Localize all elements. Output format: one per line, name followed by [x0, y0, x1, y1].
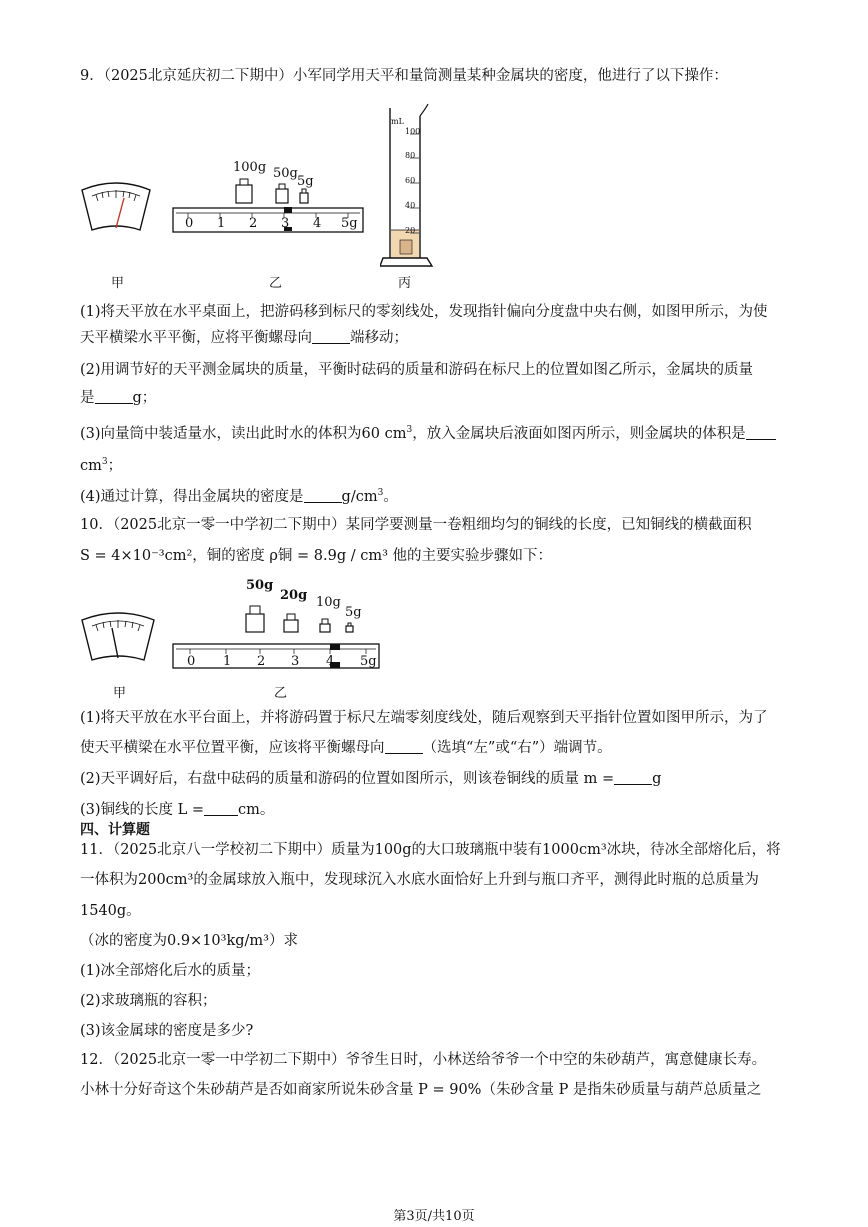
q9-cyl-tick-80: 80 [405, 151, 416, 160]
q9-cyl-tick-40: 40 [405, 201, 416, 210]
q10-ruler-tick-3: 3 [291, 654, 300, 669]
q9-caption-jia: 甲 [111, 276, 125, 291]
q9-cyl-tick-60: 60 [405, 176, 416, 185]
q12-line1: 12．（2025北京一零一中学初二下期中）爷爷生日时，小林送给爷爷一个中空的朱砂葫芦，寓意健康长寿。 [80, 1052, 767, 1068]
weight-50g [276, 184, 288, 203]
q11-part3: (3)该金属球的密度是多少? [80, 1023, 254, 1039]
q11-line1: 11．（2025北京八一学校初二下期中）质量为100g的大口玻璃瓶中装有1000cm³冰块，待冰全部熔化后，将 [80, 842, 781, 858]
q9-cyl-tick-100: 100 [405, 127, 421, 136]
q10-ruler-tick-5: 5g [360, 654, 377, 669]
weight-20g [284, 614, 298, 632]
q9-ruler-tick-4: 4 [313, 216, 322, 231]
q10-part3: (3)铜线的长度 L = cm。 [80, 802, 275, 818]
q10-ruler-tick-1: 1 [223, 654, 232, 669]
q9-part3-line2: $cm^3$； [80, 457, 123, 474]
q10-weight-label-50g: 50g [246, 578, 274, 593]
q9-blank-1 [312, 329, 350, 344]
q9-balance-dial-figure [80, 180, 152, 236]
q9-blank-3 [746, 425, 776, 440]
q9-caption-yi: 乙 [269, 276, 283, 291]
q10-ruler-tick-0: 0 [187, 654, 196, 669]
q9-caption-bing: 丙 [398, 276, 412, 291]
q9-part2-line1: (2)用调节好的天平测金属块的质量，平衡时砝码的质量和游码在标尺上的位置如图乙所示，金属块的质量 [80, 362, 754, 378]
q10-blank-3 [204, 801, 238, 816]
q11-line2: 一体积为200cm³的金属球放入瓶中，发现球沉入水底水面恰好上升到与瓶口齐平，测得此时瓶的总质量为 [80, 872, 759, 888]
q10-weight-label-10g: 10g [316, 595, 341, 610]
q10-part1-line2: 使天平横梁在水平位置平衡，应该将平衡螺母向 （选填“左”或“右”）端调节。 [80, 740, 612, 756]
q9-blank-4 [304, 488, 342, 503]
q12-line2: 小林十分好奇这个朱砂葫芦是否如商家所说朱砂含量 P = 90%（朱砂含量 P 是指朱砂质量与葫芦总质量之 [80, 1082, 762, 1098]
q11-line4: （冰的密度为0.9×10³kg/m³）求 [80, 933, 298, 949]
weight-5g [300, 189, 308, 203]
q11-part2: (2)求玻璃瓶的容积； [80, 993, 217, 1009]
q9-blank-2 [95, 389, 133, 404]
q9-heading: 9．（2025北京延庆初二下期中）小军同学用天平和量筒测量某种金属块的密度，他进行了以下操作： [80, 68, 728, 84]
section-heading: 四、计算题 [80, 822, 150, 838]
q11-line3: 1540g。 [80, 903, 141, 919]
q9-ruler-tick-5: 5g [341, 216, 358, 231]
q9-ruler-tick-0: 0 [185, 216, 194, 231]
q9-cylinder-unit: mL [391, 117, 404, 126]
q10-caption-yi: 乙 [274, 686, 288, 701]
q10-weight-label-5g: 5g [345, 605, 362, 620]
q10-weight-label-20g: 20g [280, 588, 308, 603]
q9-part2-line2: 是 g； [80, 390, 157, 406]
weight-5g [346, 623, 353, 632]
q10-ruler-tick-4: 4 [326, 654, 335, 669]
q10-blank-1 [385, 739, 423, 754]
q9-part1-line2: 天平横梁水平平衡，应将平衡螺母向 端移动； [80, 330, 408, 346]
weight-10g [320, 619, 330, 632]
q10-part2: (2)天平调好后，右盘中砝码的质量和游码的位置如图所示，则该卷铜线的质量 m = g [80, 771, 662, 787]
q10-caption-jia: 甲 [113, 686, 127, 701]
q9-weight-label-100g: 100g [233, 160, 267, 175]
q10-balance-dial-figure [80, 610, 156, 666]
q10-ruler-tick-2: 2 [257, 654, 266, 669]
weight-100g [236, 179, 252, 203]
q9-cyl-tick-20: 20 [405, 226, 416, 235]
q11-part1: (1)冰全部熔化后水的质量； [80, 963, 261, 979]
q10-ruler-weights-figure [170, 592, 382, 672]
q9-part3-line1: (3)向量筒中装适量水，读出此时水的体积为60 $cm^3$，放入金属块后液面如图丙所示，则金属块的体积是 [80, 420, 776, 444]
q10-part1-line1: (1)将天平放在水平台面上，并将游码置于标尺左端零刻度线处，随后观察到天平指针位置如图甲所示，为了 [80, 710, 768, 726]
q9-part1-line1: (1)将天平放在水平桌面上，把游码移到标尺的零刻线处，发现指针偏向分度盘中央右侧，如图甲所示，为使 [80, 304, 768, 320]
q9-ruler-tick-1: 1 [217, 216, 226, 231]
q10-heading: 10．（2025北京一零一中学初二下期中）某同学要测量一卷粗细均匀的铜线的长度，已知铜线的横截面积 [80, 517, 752, 533]
q9-ruler-weights-figure [170, 155, 366, 235]
q10-formula-line: S = 4×10⁻³cm²，铜的密度 ρ铜 = 8.9g / cm³ 他的主要实验步骤如下： [80, 548, 553, 564]
weight-50g [246, 606, 264, 632]
q9-ruler-tick-2: 2 [249, 216, 258, 231]
q9-weight-label-5g: 5g [297, 174, 314, 189]
q10-blank-2 [614, 770, 652, 785]
q9-weight-label-50g: 50g [273, 166, 298, 181]
q9-ruler-tick-3: 3 [281, 216, 290, 231]
q9-part4: (4)通过计算，得出金属块的密度是 $g/cm^3$。 [80, 488, 398, 505]
page-footer: 第3页/共10页 [393, 1209, 475, 1224]
